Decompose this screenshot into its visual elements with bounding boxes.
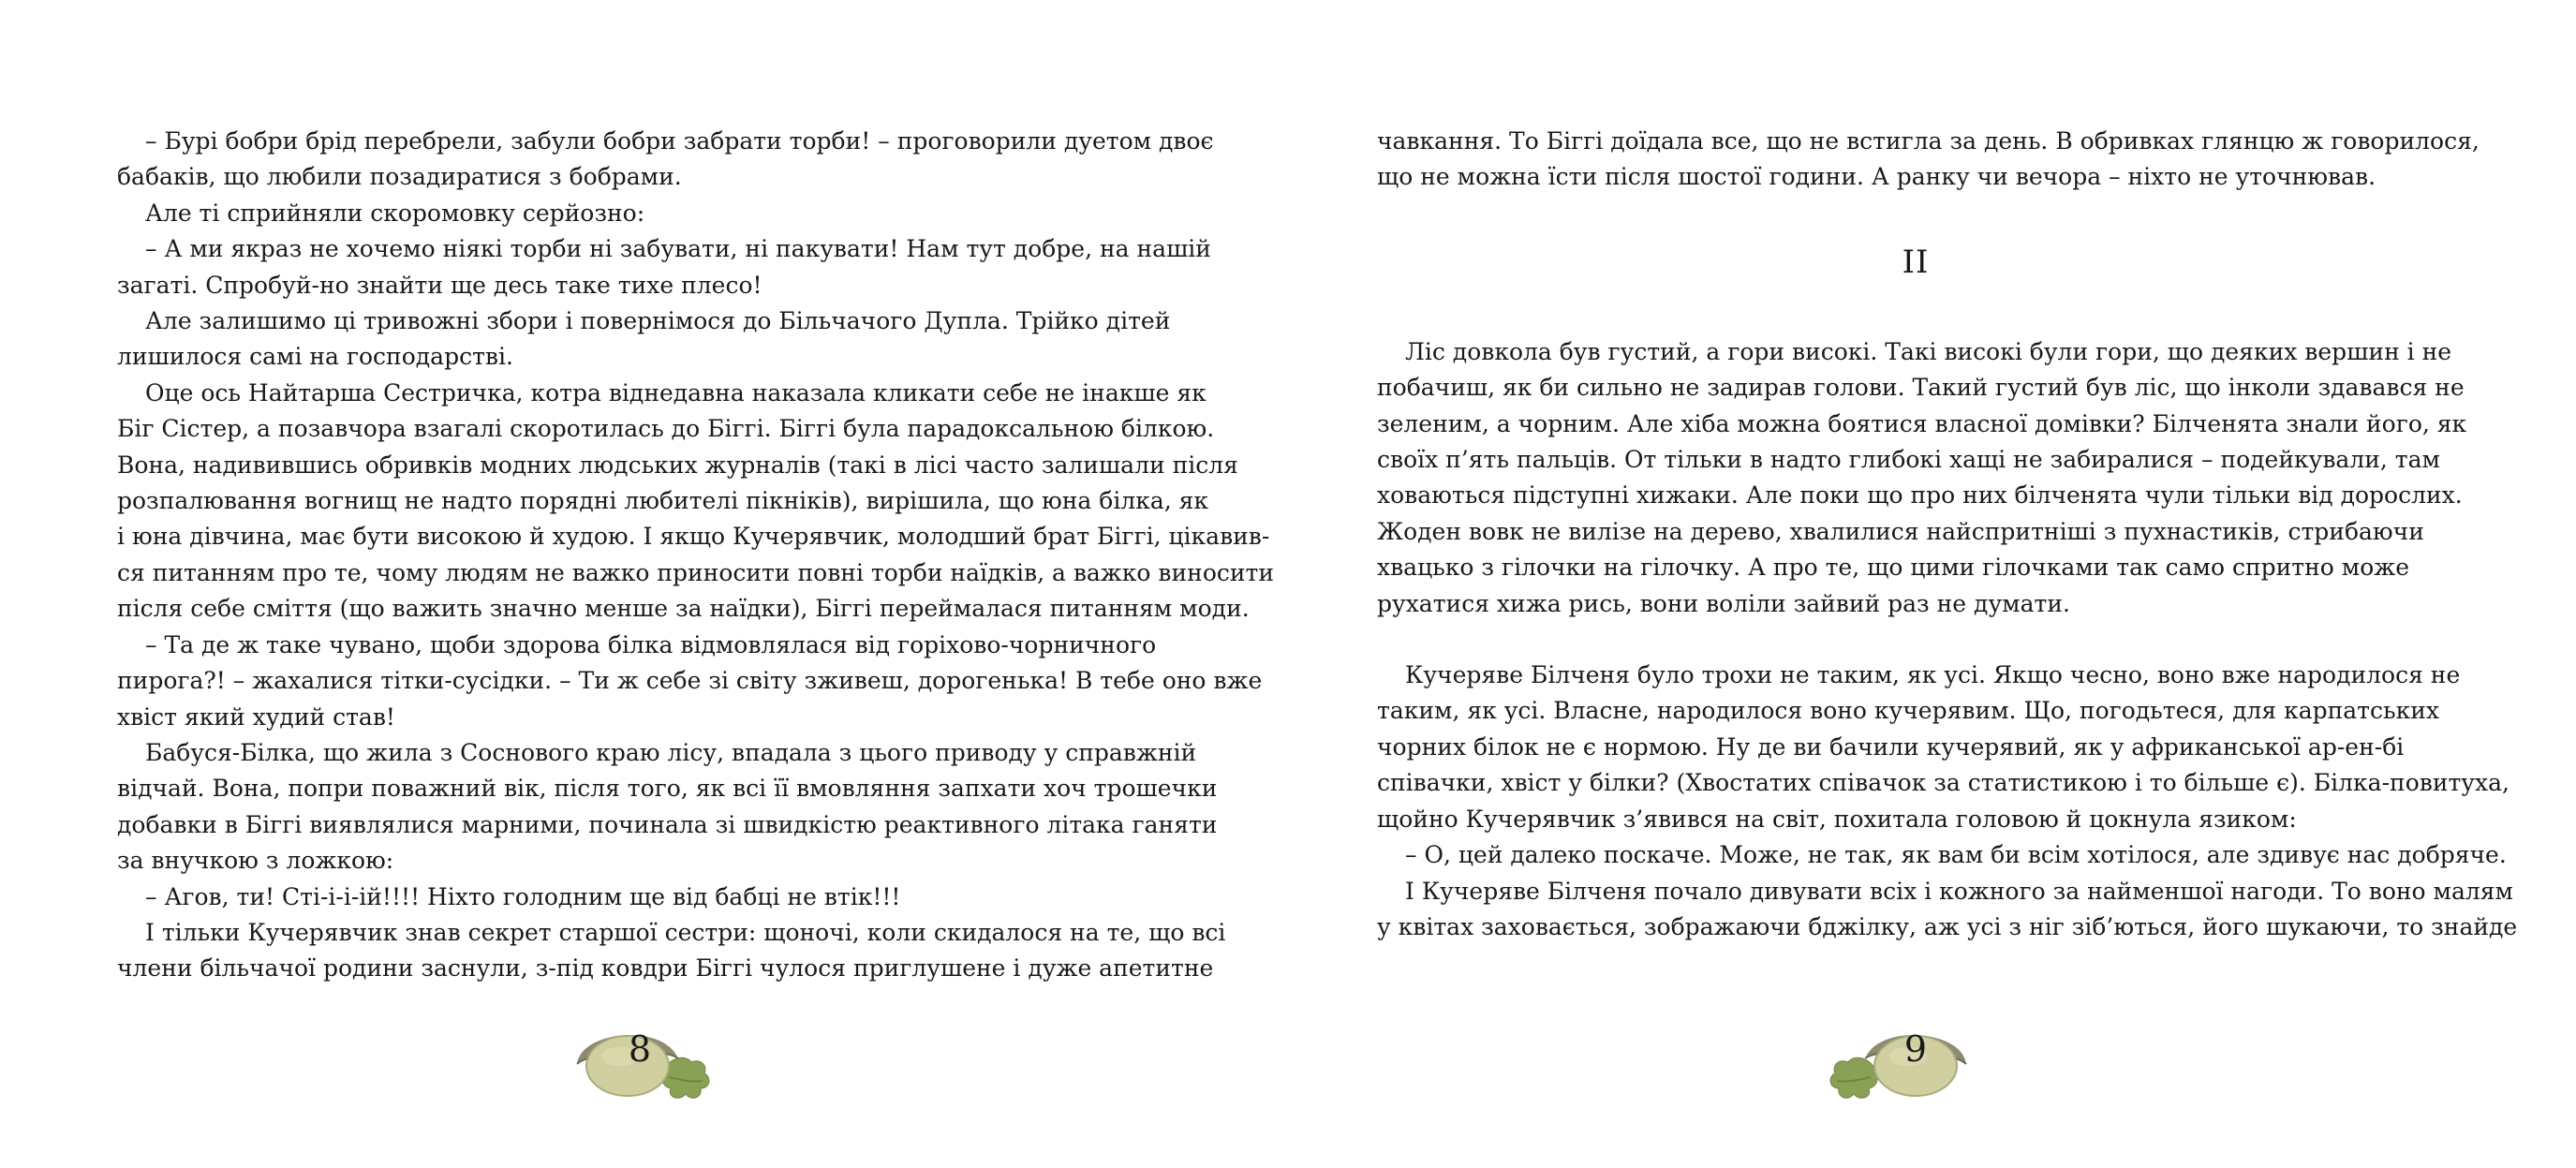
text-line: Оце ось Найтарша Сестричка, котра віднедавна наказала кликати себе не інакше як: [145, 378, 1207, 407]
paragraph: [117, 124, 1214, 196]
text-line: чавкання. То Біггі доїдала все, що не встигла за день. В обривках глянцю ж говорилося,: [1377, 127, 2480, 155]
left-page-text: [117, 124, 1275, 987]
text-line: співачки, хвіст у білки? (Хвостатих співачок за статистикою і то більше є). Білка-повитуха,: [1377, 769, 2509, 797]
text-line: – О, цей далеко поскаче. Може, не так, як вам би всім хотілося, але здивує нас добряче.: [1405, 841, 2507, 869]
right-page-section-2: [1377, 658, 2518, 945]
text-line: члени більчачої родини заснули, з-під ковдри Біггі чулося приглушене і дуже апетитне: [117, 954, 1214, 983]
text-line: у квітах заховається, зображаючи бджілку, аж усі з ніг зіб’ються, його шукаючи, то знайде: [1377, 912, 2518, 940]
chapter-heading: II: [1902, 243, 1930, 281]
text-line: І Кучеряве Білченя почало дивувати всіх і кожного за найменшої нагоди. То воно малям: [1405, 877, 2514, 905]
page-number: 8: [628, 1028, 652, 1070]
text-line: ховаються підступні хижаки. Але поки що про них білченята чули тільки від дорослих.: [1377, 481, 2463, 510]
page-number-badge-left: [562, 1010, 721, 1113]
left-page: [117, 124, 1275, 987]
text-line: загаті. Спробуй-но знайти ще десь таке тихе плесо!: [117, 271, 762, 299]
right-page-continuation: [1377, 124, 2480, 196]
paragraph: [117, 628, 1263, 735]
text-line: хвіст який худий став!: [117, 702, 395, 731]
paragraph: [1377, 658, 2509, 837]
paragraph: [117, 231, 1211, 303]
oak-leaf-icon: [1830, 1057, 1877, 1098]
text-line: добавки в Біггі виявлялися марними, починала зі швидкістю реактивного літака ганяти: [117, 810, 1218, 838]
text-line: хвацько з гілочки на гілочку. А про те, що цими гілочками так само спритно може: [1377, 554, 2410, 582]
paragraph: [117, 196, 1176, 231]
paragraph: [1377, 334, 2467, 622]
text-line: Бабуся-Білка, що жила з Соснового краю лісу, впадала з цього приводу у справжній: [145, 738, 1197, 766]
text-line: Кучеряве Білченя було трохи не таким, як усі. Якщо чесно, воно вже народилося не: [1405, 661, 2461, 689]
text-line: ся питанням про те, чому людям не важко приносити повні торби наїдків, а важко виносити: [117, 558, 1275, 586]
text-line: щойно Кучерявчик з’явився на світ, похитала головою й цокнула язиком:: [1377, 805, 2297, 833]
text-line: побачиш, як би сильно не задирав голови. Такий густий був ліс, що інколи здавався не: [1377, 374, 2465, 402]
text-line: за внучкою з ложкою:: [117, 847, 394, 875]
text-line: – Бурі бобри брід перебрели, забули бобри забрати торби! – проговорили дуетом двоє: [145, 127, 1214, 155]
text-line: Біг Сістер, а позавчора взагалі скоротилась до Біггі. Біггі була парадоксальною білкою.: [117, 415, 1215, 443]
paragraph: [117, 915, 1226, 987]
section-gap: [1377, 622, 2454, 658]
text-line: Жоден вовк не вилізе на дерево, хвалилися найспритніші з пухнастиків, стрибаючи: [1377, 517, 2424, 545]
text-line: – Агов, ти! Сті-і-і-ій!!!! Ніхто голодним ще від бабці не втік!!!: [145, 882, 901, 910]
page-number-badge-right: [1822, 1010, 1981, 1113]
text-line: своїх п’ять пальців. От тільки в надто глибокі хащі не забиралися – подейкували, там: [1377, 446, 2440, 474]
text-line: Вона, надивившись обривків модних людських журналів (такі в лісі часто залишали після: [117, 451, 1238, 479]
text-line: після себе сміття (що важить значно менше за наїдки), Біггі переймалася питанням моди.: [117, 595, 1250, 623]
text-line: – А ми якраз не хочемо ніякі торби ні забувати, ні пакувати! Нам тут добре, на нашій: [145, 235, 1211, 263]
text-line: і юна дівчина, має бути високою й худою. І якщо Кучерявчик, молодший брат Біггі, цікавив-: [117, 523, 1270, 551]
text-line: відчай. Вона, попри поважний вік, після того, як всі її вмовляння запхати хоч трошечки: [117, 775, 1218, 803]
right-page-section-1: [1377, 334, 2467, 622]
text-line: – Та де ж таке чувано, щоби здорова білка відмовлялася від горіхово-чорничного: [145, 630, 1157, 658]
text-line: І тільки Кучерявчик знав секрет старшої сестри: щоночі, коли скидалося на те, що всі: [145, 918, 1226, 946]
paragraph: [1377, 124, 2480, 196]
paragraph: [117, 735, 1218, 880]
paragraph: [1377, 837, 2507, 873]
text-line: пирога?! – жахалися тітки-сусідки. – Ти ж себе зі світу зживеш, дорогенька! В тебе оно вже: [117, 667, 1263, 695]
text-line: бабаків, що любили позадиратися з бобрами.: [117, 163, 682, 191]
paragraph: [117, 880, 1176, 915]
paragraph: [117, 376, 1275, 628]
text-line: лишилося самі на господарстві.: [117, 343, 513, 371]
paragraph: [117, 303, 1176, 376]
text-line: розпалювання вогнищ не надто порядні любителі пікніків), вирішила, що юна білка, як: [117, 487, 1209, 515]
right-page: [1377, 124, 2518, 945]
paragraph: [1377, 874, 2518, 946]
text-line: Ліс довкола був густий, а гори високі. Такі високі були гори, що деяких вершин і не: [1405, 337, 2452, 365]
text-line: рухатися хижа рись, вони воліли зайвий раз не думати.: [1377, 589, 2070, 617]
text-line: Але ті сприйняли скоромовку серйозно:: [145, 199, 645, 227]
text-line: таким, як усі. Власне, народилося воно кучерявим. Що, погодьтеся, для карпатських: [1377, 697, 2439, 725]
text-line: чорних білок не є нормою. Ну де ви бачили кучерявий, як у африканської ар-ен-бі: [1377, 732, 2405, 761]
text-line: зеленим, а чорним. Але хіба можна боятися власної домівки? Білченята знали його, як: [1377, 409, 2467, 437]
text-line: що не можна їсти після шостої години. А ранку чи вечора – ніхто не уточнював.: [1377, 163, 2376, 191]
text-line: Але залишимо ці тривожні збори і повернімося до Більчачого Дупла. Трійко дітей: [145, 307, 1171, 335]
page-number: 9: [1903, 1028, 1928, 1070]
